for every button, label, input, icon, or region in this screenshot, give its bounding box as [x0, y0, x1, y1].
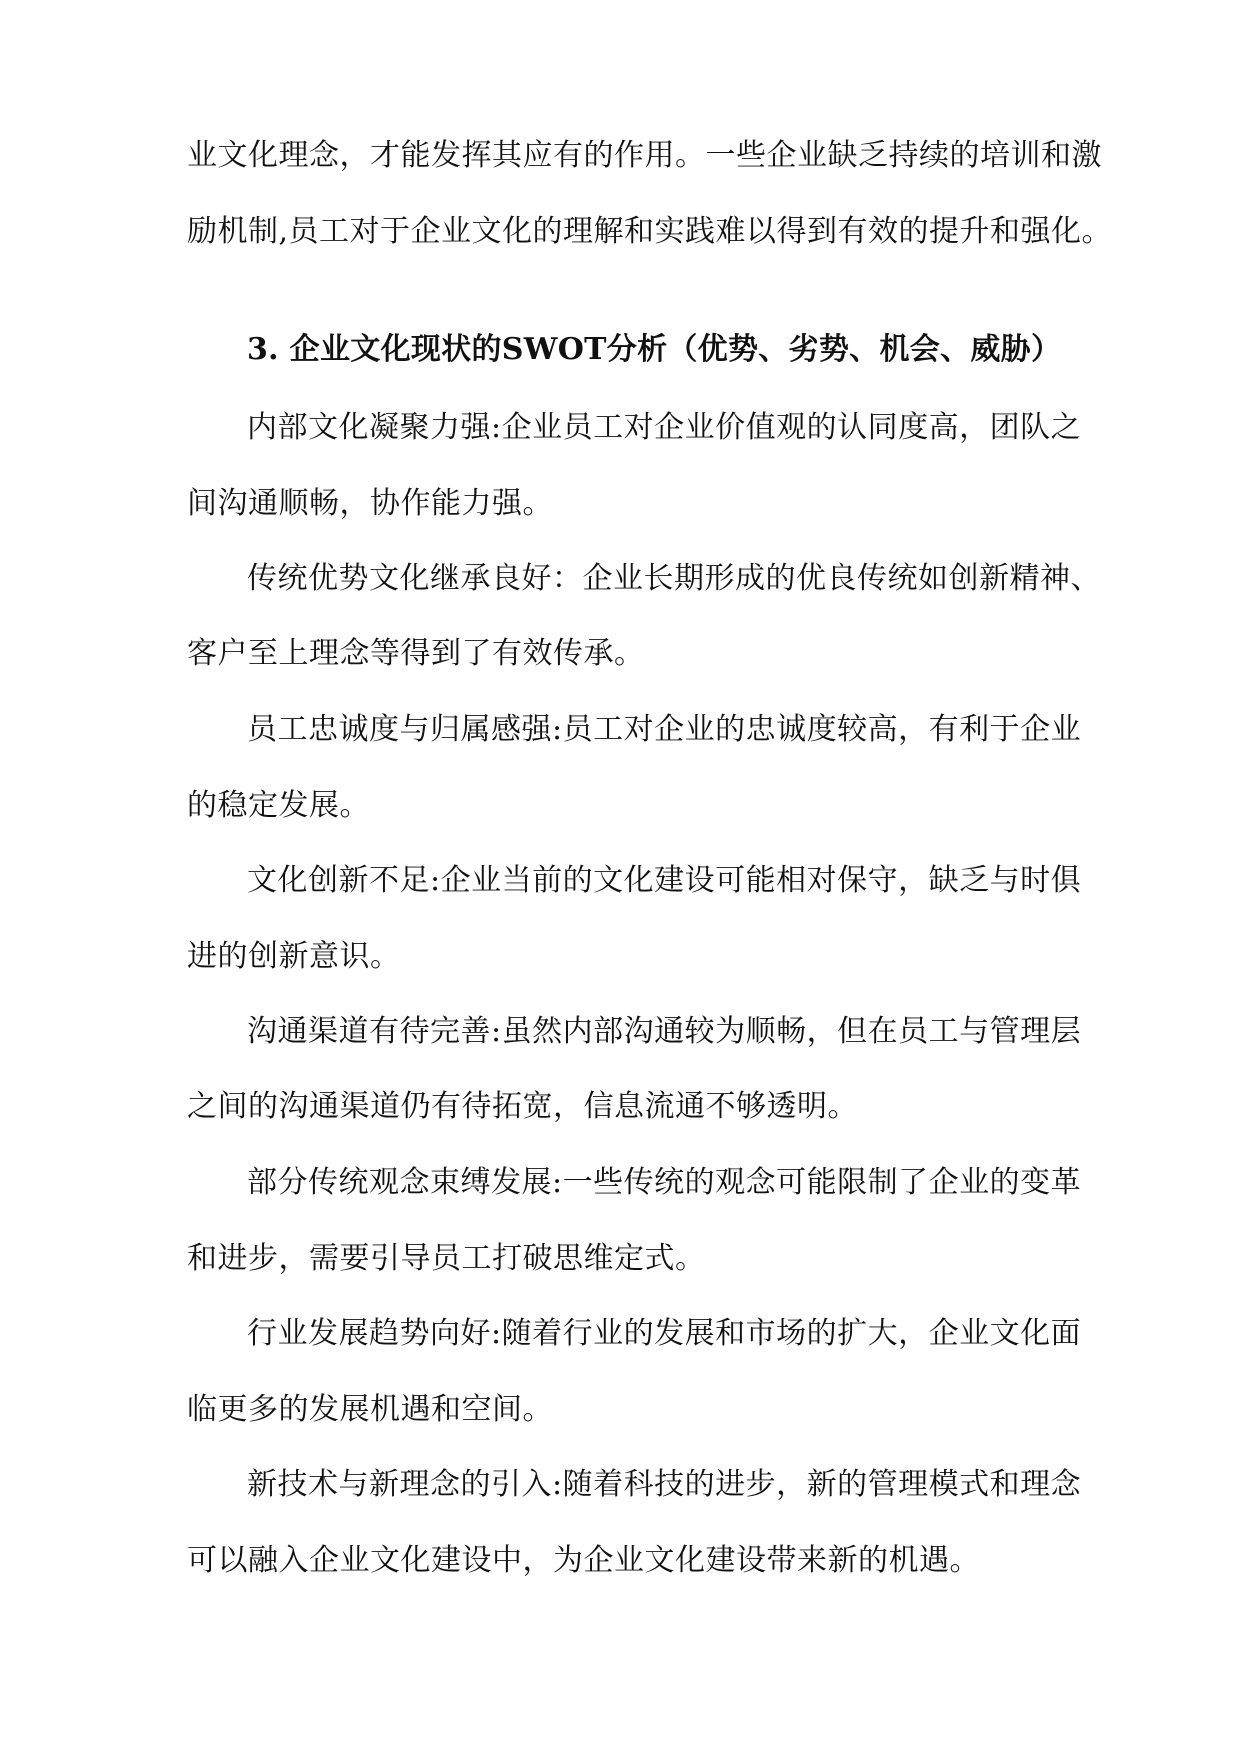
paragraph-2-line-2: 客户至上理念等得到了有效传承。 [187, 636, 645, 671]
paragraph-3-line-1: 员工忠诚度与归属感强:员工对企业的忠诚度较高，有利于企业 [247, 712, 1082, 747]
paragraph-1-line-2: 间沟通顺畅，协作能力强。 [187, 486, 553, 521]
paragraph-3-line-2: 的稳定发展。 [187, 788, 370, 823]
paragraph-2-line-1: 传统优势文化继承良好：企业长期形成的优良传统如创新精神、 [247, 561, 1101, 596]
paragraph-1-line-1: 内部文化凝聚力强:企业员工对企业价值观的认同度高，团队之 [247, 410, 1082, 445]
paragraph-8-line-1: 新技术与新理念的引入:随着科技的进步，新的管理模式和理念 [247, 1467, 1082, 1502]
intro-line-2: 励机制,员工对于企业文化的理解和实践难以得到有效的提升和强化。 [187, 214, 1113, 249]
paragraph-8-line-2: 可以融入企业文化建设中，为企业文化建设带来新的机遇。 [187, 1543, 980, 1578]
paragraph-5-line-1: 沟通渠道有待完善:虽然内部沟通较为顺畅，但在员工与管理层 [247, 1014, 1082, 1049]
paragraph-6-line-2: 和进步，需要引导员工打破思维定式。 [187, 1241, 706, 1276]
paragraph-6-line-1: 部分传统观念束缚发展:一些传统的观念可能限制了企业的变革 [247, 1165, 1082, 1200]
paragraph-4-line-1: 文化创新不足:企业当前的文化建设可能相对保守，缺乏与时俱 [247, 863, 1082, 898]
section-heading: 3. 企业文化现状的SWOT分析（优势、劣势、机会、威胁） [247, 332, 1062, 367]
paragraph-7-line-2: 临更多的发展机遇和空间。 [187, 1392, 553, 1427]
paragraph-5-line-2: 之间的沟通渠道仍有待拓宽，信息流通不够透明。 [187, 1089, 858, 1124]
paragraph-7-line-1: 行业发展趋势向好:随着行业的发展和市场的扩大，企业文化面 [247, 1316, 1082, 1351]
paragraph-4-line-2: 进的创新意识。 [187, 939, 401, 974]
intro-line-1: 业文化理念，才能发挥其应有的作用。一些企业缺乏持续的培训和激 [187, 138, 1102, 173]
